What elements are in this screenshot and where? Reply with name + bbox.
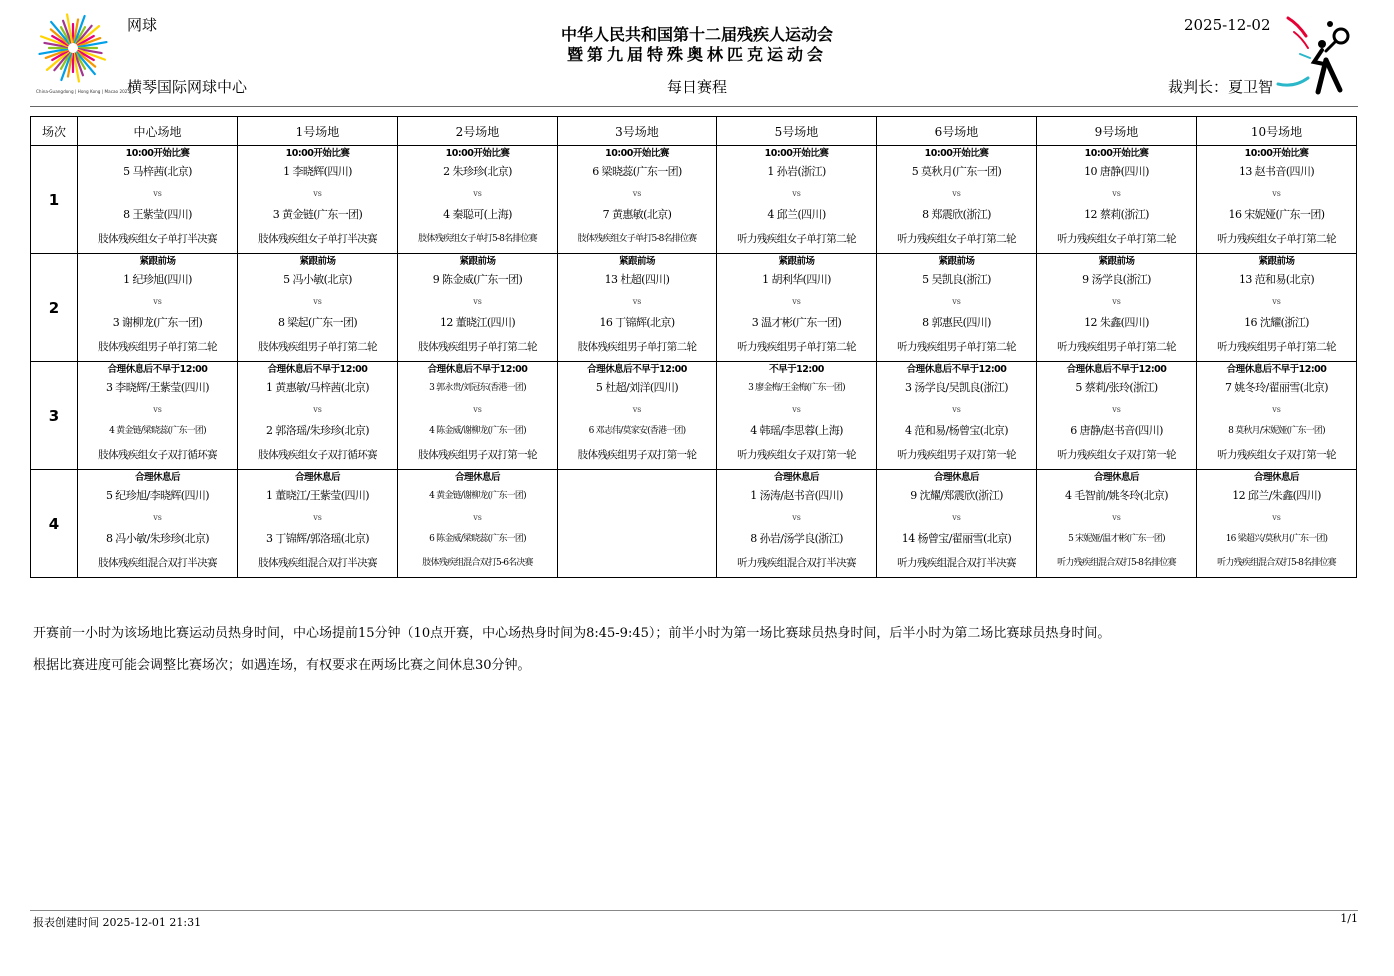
player-2: 4 陈金威/谢柳龙(广东一团) [429,426,526,436]
match-cell [78,254,238,362]
match-cell [398,146,558,254]
match-cell [238,470,398,578]
event-name: 肢体残疾组男子单打第二轮 [577,341,697,353]
match-time: 合理休息后 [933,472,979,483]
player-2: 6 邓志伟/莫家安(香港一团) [588,426,686,436]
footer-divider [30,910,1358,911]
player-1: 10 唐静(四川) [1084,165,1149,178]
event-name: 肢体残疾组女子单打半决赛 [258,233,377,245]
match-time: 合理休息后不早于12:00 [107,364,208,375]
player-2: 16 梁超兴/莫秋月(广东一团) [1225,534,1328,544]
player-1: 3 廖金梅/王金梅(广东一团) [748,383,845,393]
table-row [31,362,1357,470]
referee-name: 裁判长：夏卫智 [1168,78,1274,96]
player-1: 1 纪珍旭(四川) [123,273,192,286]
match-cell [78,146,238,254]
match-cell [877,470,1037,578]
player-2: 8 王紫莹(四川) [123,208,192,221]
player-2: 5 宋妮娅/温才彬(广东一团) [1068,534,1165,544]
event-name: 听力残疾组女子单打第二轮 [737,233,856,245]
col-header-court-10: 10号场地 [1197,117,1357,146]
event-name: 听力残疾组男子双打第一轮 [897,449,1016,461]
match-cell [558,470,717,578]
tennis-pictogram-icon [1274,14,1358,96]
player-2: 16 宋妮娅(广东一团) [1228,208,1325,221]
vs-label: vs [473,405,482,414]
round-number: 1 [31,146,78,254]
event-name: 听力残疾组女子双打第一轮 [1217,449,1336,461]
vs-label: vs [952,405,961,414]
player-2: 14 杨曾宝/翟丽雪(北京) [901,532,1012,545]
match-cell [1197,254,1357,362]
event-name: 听力残疾组混合双打5-8名排位赛 [1057,558,1176,568]
match-time: 10:00开始比赛 [445,148,510,159]
player-2: 3 丁锦辉/郭洛瑶(北京) [266,532,369,545]
player-2: 16 沈耀(浙江) [1244,316,1309,329]
event-name: 听力残疾组女子单打第二轮 [897,233,1016,245]
player-1: 13 赵书音(四川) [1238,165,1315,178]
event-name: 听力残疾组女子双打第一轮 [1057,449,1176,461]
event-name: 听力残疾组男子单打第二轮 [1217,341,1336,353]
player-1: 1 董晓江/王紫莹(四川) [266,489,369,502]
match-cell [558,254,717,362]
match-cell [877,254,1037,362]
schedule-table [30,116,1357,578]
player-2: 8 郭惠民(四川) [922,316,991,329]
player-2: 4 范和易/杨曾宝(北京) [905,424,1008,437]
player-2: 3 谢柳龙(广东一团) [112,316,203,329]
table-row [31,146,1357,254]
match-time: 合理休息后不早于12:00 [906,364,1007,375]
match-time: 10:00开始比赛 [924,148,989,159]
vs-label: vs [792,405,801,414]
schedule-adjust-note: 根据比赛进度可能会调整比赛场次；如遇连场，有权要求在两场比赛之间休息30分钟。 [33,658,531,673]
player-1: 5 蔡莉/张玲(浙江) [1075,381,1158,394]
player-1: 12 邱兰/朱鑫(四川) [1232,489,1321,502]
match-time: 合理休息后 [1253,472,1299,483]
event-name: 肢体残疾组女子单打5-8名排位赛 [418,234,537,244]
player-1: 5 吴凯良(浙江) [922,273,991,286]
player-1: 7 姚冬玲/翟丽雪(北京) [1225,381,1328,394]
match-time: 紧跟前场 [778,256,815,267]
match-time: 合理休息后 [773,472,819,483]
player-2: 6 陈金威/梁晓蕊(广东一团) [429,534,526,544]
match-cell [398,470,558,578]
match-time: 10:00开始比赛 [1244,148,1309,159]
player-2: 7 黄惠敏(北京) [602,208,672,221]
games-subtitle: 暨第九届特殊奥林匹克运动会 [566,45,827,64]
vs-label: vs [313,405,322,414]
player-2: 8 莫秋月/宋妮娅(广东一团) [1228,426,1325,436]
schedule-date: 2025-12-02 [1184,16,1271,34]
vs-label: vs [473,189,482,198]
match-cell [398,362,558,470]
match-cell [1037,362,1197,470]
header-divider [30,106,1358,107]
vs-label: vs [792,297,801,306]
match-time: 10:00开始比赛 [605,148,669,159]
vs-label: vs [473,297,482,306]
player-1: 4 黄金链/谢柳龙(广东一团) [429,491,526,501]
player-1: 5 冯小敏(北京) [283,273,352,286]
player-1: 9 沈耀/郑震欣(浙江) [910,489,1003,502]
player-2: 16 丁锦辉(北京) [599,316,675,329]
player-2: 3 温才彬(广东一团) [751,316,842,329]
vs-label: vs [1112,405,1121,414]
event-name: 肢体残疾组女子双打循环赛 [98,449,217,461]
vs-label: vs [1112,513,1121,522]
match-time: 合理休息后 [1093,472,1139,483]
player-2: 4 黄金链/梁晓蕊(广东一团) [109,426,206,436]
match-cell [1037,470,1197,578]
match-time: 合理休息后 [454,472,500,483]
vs-label: vs [632,297,642,306]
match-cell [238,146,398,254]
vs-label: vs [952,513,961,522]
match-time: 10:00开始比赛 [285,148,350,159]
event-name: 听力残疾组女子单打第二轮 [1217,233,1336,245]
match-cell [558,146,717,254]
vs-label: vs [313,513,322,522]
player-2: 4 邱兰(四川) [767,208,826,221]
vs-label: vs [952,297,961,306]
vs-label: vs [153,189,162,198]
match-cell [1197,146,1357,254]
table-header-row [31,117,1357,146]
col-header-court-9: 9号场地 [1037,117,1197,146]
vs-label: vs [1272,189,1281,198]
col-header-court-3: 3号场地 [558,117,717,146]
vs-label: vs [1272,297,1281,306]
vs-label: vs [313,297,322,306]
event-name: 听力残疾组混合双打半决赛 [737,557,856,569]
round-number: 3 [31,362,78,470]
match-time: 不早于12:00 [769,364,824,375]
match-cell [1037,254,1197,362]
event-name: 肢体残疾组男子单打第二轮 [258,341,377,353]
player-2: 8 梁起(广东一团) [277,316,358,329]
match-cell [717,470,877,578]
match-cell [717,362,877,470]
player-1: 5 马梓茜(北京) [123,165,192,178]
match-cell [1197,470,1357,578]
match-cell [398,254,558,362]
event-name: 听力残疾组女子双打第一轮 [737,449,856,461]
player-1: 4 毛智前/姚冬玲(北京) [1065,489,1168,502]
vs-label: vs [473,513,482,522]
match-time: 紧跟前场 [938,256,975,267]
event-name: 听力残疾组女子单打第二轮 [1057,233,1176,245]
player-1: 13 杜超(四川) [604,273,670,286]
round-number: 4 [31,470,78,578]
player-2: 6 唐静/赵书音(四川) [1070,424,1163,437]
player-2: 12 朱鑫(四川) [1084,316,1149,329]
col-header-court-6: 6号场地 [877,117,1037,146]
event-name: 肢体残疾组男子双打第一轮 [418,449,537,461]
match-cell [717,254,877,362]
event-name: 肢体残疾组男子单打第二轮 [418,341,537,353]
match-cell [877,146,1037,254]
event-name: 听力残疾组男子单打第二轮 [897,341,1016,353]
vs-label: vs [1272,405,1281,414]
player-1: 1 孙岩(浙江) [767,165,826,178]
warmup-note: 开赛前一小时为该场地比赛运动员热身时间，中心场提前15分钟（10点开赛，中心场热身时间为8:45-9:45）；前半小时为第一场比赛球员热身时间，后半小时为第二场比赛球员热身时间。 [33,626,1111,641]
player-1: 3 郭永贵/刘冠东(香港一团) [429,383,526,393]
vs-label: vs [1112,189,1121,198]
table-row [31,470,1357,578]
event-name: 肢体残疾组男子单打第二轮 [98,341,217,353]
vs-label: vs [153,513,162,522]
event-name: 听力残疾组混合双打半决赛 [897,557,1016,569]
report-created-time: 报表创建时间 2025-12-01 21:31 [33,916,202,929]
event-name: 听力残疾组男子单打第二轮 [1057,341,1176,353]
match-cell [1197,362,1357,470]
player-2: 3 黄金链(广东一团) [272,208,363,221]
event-name: 肢体残疾组男子双打第一轮 [577,449,697,461]
player-2: 8 郑震欣(浙江) [922,208,991,221]
player-1: 5 莫秋月(广东一团) [911,165,1002,178]
logo-text: China·Guangdong | Hong Kong | Macao 2025 [36,89,131,94]
match-time: 紧跟前场 [1258,256,1295,267]
match-time: 紧跟前场 [459,256,496,267]
schedule-title: 每日赛程 [666,78,727,96]
player-2: 8 冯小敏/朱珍珍(北京) [106,532,209,545]
event-name: 肢体残疾组女子单打半决赛 [98,233,217,245]
player-1: 13 范和易(北京) [1238,273,1315,286]
table-row [31,254,1357,362]
match-time: 紧跟前场 [139,256,176,267]
games-title: 中华人民共和国第十二届残疾人运动会 [560,25,833,44]
player-1: 6 梁晓蕊(广东一团) [592,165,682,178]
match-cell [78,362,238,470]
player-1: 5 纪珍旭/李晓辉(四川) [106,489,209,502]
player-1: 1 汤涛/赵书音(四川) [750,489,843,502]
event-name: 肢体残疾组女子单打5-8名排位赛 [577,234,697,244]
player-2: 12 董晓江(四川) [439,316,516,329]
page-number: 1/1 [1340,912,1358,925]
vs-label: vs [153,297,162,306]
match-cell [717,146,877,254]
col-header-court-5: 5号场地 [717,117,877,146]
match-time: 紧跟前场 [618,256,655,267]
player-2: 4 秦聪可(上海) [443,208,512,221]
col-header-center-court: 中心场地 [78,117,238,146]
vs-label: vs [632,189,642,198]
vs-label: vs [153,405,162,414]
player-1: 3 汤学良/吴凯良(浙江) [905,381,1008,394]
match-time: 合理休息后不早于12:00 [587,364,687,375]
event-name: 肢体残疾组混合双打半决赛 [98,557,217,569]
player-1: 1 黄惠敏/马梓茜(北京) [266,381,369,394]
player-1: 1 李晓辉(四川) [283,165,352,178]
vs-label: vs [313,189,322,198]
match-time: 合理休息后 [134,472,180,483]
event-name: 肢体残疾组混合双打5-6名决赛 [422,558,533,568]
event-name: 肢体残疾组混合双打半决赛 [258,557,377,569]
match-time: 紧跟前场 [1098,256,1135,267]
match-time: 10:00开始比赛 [1084,148,1149,159]
match-cell [1037,146,1197,254]
col-header-round: 场次 [31,117,78,146]
match-time: 合理休息后不早于12:00 [267,364,368,375]
col-header-court-2: 2号场地 [398,117,558,146]
round-number: 2 [31,254,78,362]
player-1: 5 杜超/刘洋(四川) [595,381,679,394]
col-header-court-1: 1号场地 [238,117,398,146]
player-2: 2 郭洛瑶/朱珍珍(北京) [266,424,369,437]
match-time: 10:00开始比赛 [125,148,190,159]
venue-name: 横琴国际网球中心 [127,78,248,96]
match-cell [238,362,398,470]
match-time: 合理休息后不早于12:00 [1226,364,1327,375]
vs-label: vs [632,405,642,414]
match-time: 紧跟前场 [299,256,336,267]
event-name: 听力残疾组男子单打第二轮 [737,341,856,353]
vs-label: vs [1272,513,1281,522]
sport-name: 网球 [127,16,158,34]
vs-label: vs [792,513,801,522]
match-cell [78,470,238,578]
match-cell [238,254,398,362]
match-time: 合理休息后不早于12:00 [427,364,528,375]
vs-label: vs [952,189,961,198]
player-2: 12 蔡莉(浙江) [1084,208,1149,221]
player-1: 3 李晓辉/王紫莹(四川) [106,381,209,394]
player-1: 9 汤学良(浙江) [1082,273,1151,286]
player-1: 9 陈金威(广东一团) [432,273,523,286]
player-2: 4 韩瑶/李思蓉(上海) [750,424,843,437]
match-time: 合理休息后 [294,472,340,483]
match-time: 10:00开始比赛 [764,148,829,159]
vs-label: vs [792,189,801,198]
player-1: 2 朱珍珍(北京) [443,165,512,178]
event-name: 肢体残疾组女子双打循环赛 [258,449,377,461]
player-2: 8 孙岩/汤学良(浙江) [750,532,843,545]
match-cell [558,362,717,470]
vs-label: vs [1112,297,1121,306]
player-1: 1 胡利华(四川) [762,273,831,286]
match-time: 合理休息后不早于12:00 [1066,364,1167,375]
match-cell [877,362,1037,470]
event-name: 听力残疾组混合双打5-8名排位赛 [1217,558,1336,568]
